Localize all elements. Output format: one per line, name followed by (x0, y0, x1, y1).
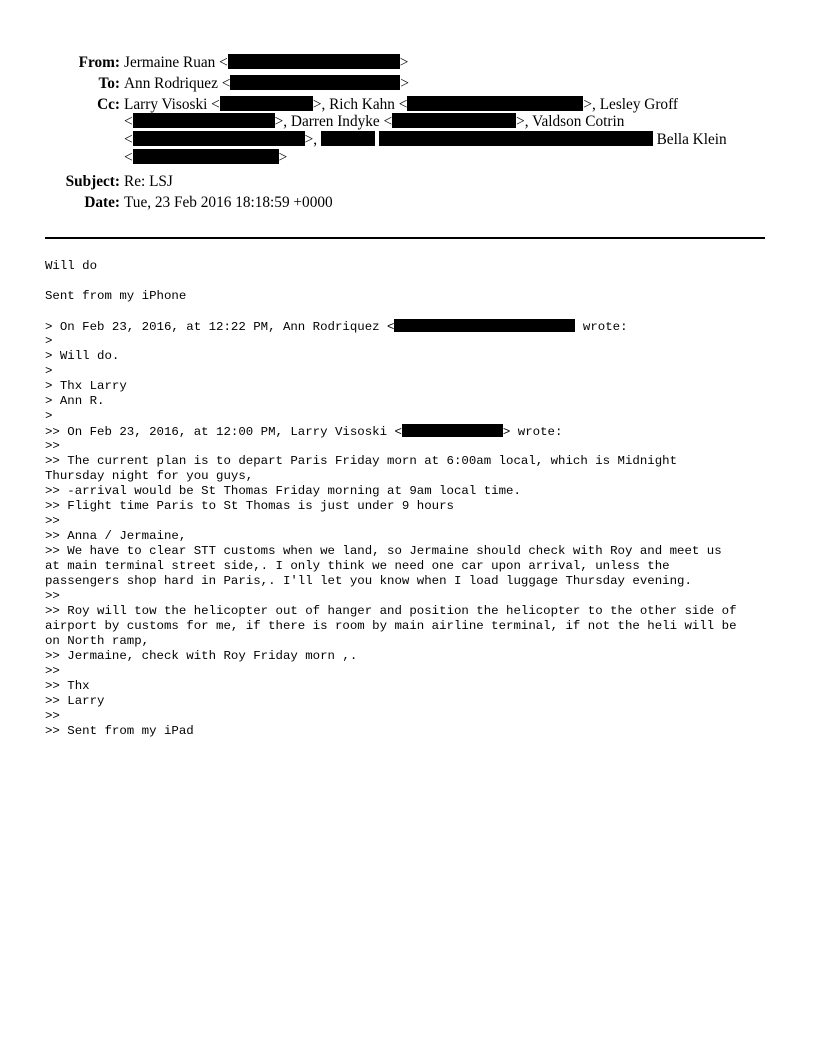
cc-name: Bella Klein (656, 131, 727, 148)
subject-label: Subject: (65, 173, 120, 190)
cc-row (0, 94, 816, 113)
quoted-line: Thursday night for you guys, (45, 469, 254, 483)
quoted-line: >> -arrival would be St Thomas Friday morning at 9am local time. (45, 484, 521, 498)
quoted-line (45, 319, 775, 334)
cc-continuation (0, 113, 816, 131)
redaction-box (220, 96, 313, 111)
quote-attribution: >> On Feb 23, 2016, at 12:00 PM, Larry Visoski < (45, 425, 402, 439)
cc-value-line-3: < >, Bella Klein (124, 131, 727, 148)
quoted-line: >> Anna / Jermaine, (45, 529, 187, 543)
quoted-line: passengers shop hard in Paris,. I'll let you know when I load luggage Thursday evening. (45, 574, 692, 588)
to-name: Ann Rodriquez (124, 75, 218, 92)
redaction-box (133, 149, 279, 164)
quoted-line: > (45, 334, 53, 348)
redaction-box (133, 113, 275, 128)
cc-label: Cc: (97, 96, 120, 113)
quoted-line: > Ann R. (45, 394, 105, 408)
cc-continuation (0, 149, 816, 171)
body-line: Sent from my iPhone (45, 289, 187, 303)
quoted-line: on North ramp, (45, 634, 150, 648)
redaction-box (230, 75, 400, 90)
body-line: Will do (45, 259, 98, 273)
cc-name: Rich Kahn (329, 96, 395, 113)
blank-line (45, 304, 775, 319)
redaction-box (321, 131, 375, 146)
quoted-line: >> Jermaine, check with Roy Friday morn ,. (45, 649, 358, 663)
quoted-line: >> Sent from my iPad (45, 724, 194, 738)
quoted-line: >> (45, 664, 60, 678)
quoted-line: >> We have to clear STT customs when we land, so Jermaine should check with Roy and meet us (45, 544, 722, 558)
header-divider (45, 237, 765, 239)
cc-continuation (0, 131, 816, 149)
quoted-line: >> Thx (45, 679, 90, 693)
cc-name: Larry Visoski (124, 96, 208, 113)
from-name: Jermaine Ruan (124, 54, 216, 71)
redaction-box (394, 319, 575, 332)
to-row (0, 73, 816, 94)
cc-value-line-4: < > (124, 149, 288, 166)
cc-name: Darren Indyke (290, 113, 380, 130)
quoted-line: > Thx Larry (45, 379, 127, 393)
quoted-line (45, 424, 775, 439)
quoted-line: >> The current plan is to depart Paris Friday morn at 6:00am local, which is Midnight (45, 454, 678, 468)
quoted-line: > (45, 409, 53, 423)
cc-value-line-1: Larry Visoski < >, Rich Kahn < >, Lesley Groff (124, 96, 678, 113)
date-row (0, 192, 816, 213)
quoted-line: >> Roy will tow the helicopter out of hanger and position the helicopter to the other side of (45, 604, 737, 618)
quoted-line: airport by customs for me, if there is room by main airline terminal, if not the heli will be (45, 619, 737, 633)
email-body (45, 259, 775, 739)
redaction-box (402, 424, 503, 437)
from-row (0, 52, 816, 73)
date-label: Date: (84, 194, 120, 211)
quoted-line: >> (45, 514, 60, 528)
quote-attribution: > On Feb 23, 2016, at 12:22 PM, Ann Rodriquez < (45, 320, 395, 334)
date-value: Tue, 23 Feb 2016 18:18:59 +0000 (124, 194, 333, 211)
from-value: Jermaine Ruan < > (124, 54, 409, 71)
subject-value: Re: LSJ (124, 173, 173, 190)
to-value: Ann Rodriquez < > (124, 75, 409, 92)
quoted-line: at main terminal street side,. I only think we need one car upon arrival, unless the (45, 559, 670, 573)
cc-value-line-2: < >, Darren Indyke < >, Valdson Cotrin (124, 113, 625, 130)
quoted-line: > (45, 364, 53, 378)
subject-row (0, 171, 816, 192)
from-label: From: (78, 54, 120, 71)
redaction-box (379, 131, 653, 146)
quote-attribution-tail: wrote: (575, 320, 628, 334)
cc-name: Valdson Cotrin (532, 113, 625, 130)
quoted-line: >> (45, 439, 60, 453)
quoted-line: > Will do. (45, 349, 120, 363)
redaction-box (392, 113, 516, 128)
quoted-line: >> (45, 589, 60, 603)
cc-name: Lesley Groff (599, 96, 678, 113)
to-label: To: (98, 75, 120, 92)
quote-attribution-tail: > wrote: (502, 425, 563, 439)
redaction-box (228, 54, 400, 69)
blank-line (45, 274, 775, 289)
redaction-box (133, 131, 305, 146)
email-header (0, 52, 816, 213)
quoted-line: >> (45, 709, 60, 723)
redaction-box (407, 96, 583, 111)
quoted-line: >> Flight time Paris to St Thomas is just under 9 hours (45, 499, 454, 513)
quoted-line: >> Larry (45, 694, 105, 708)
